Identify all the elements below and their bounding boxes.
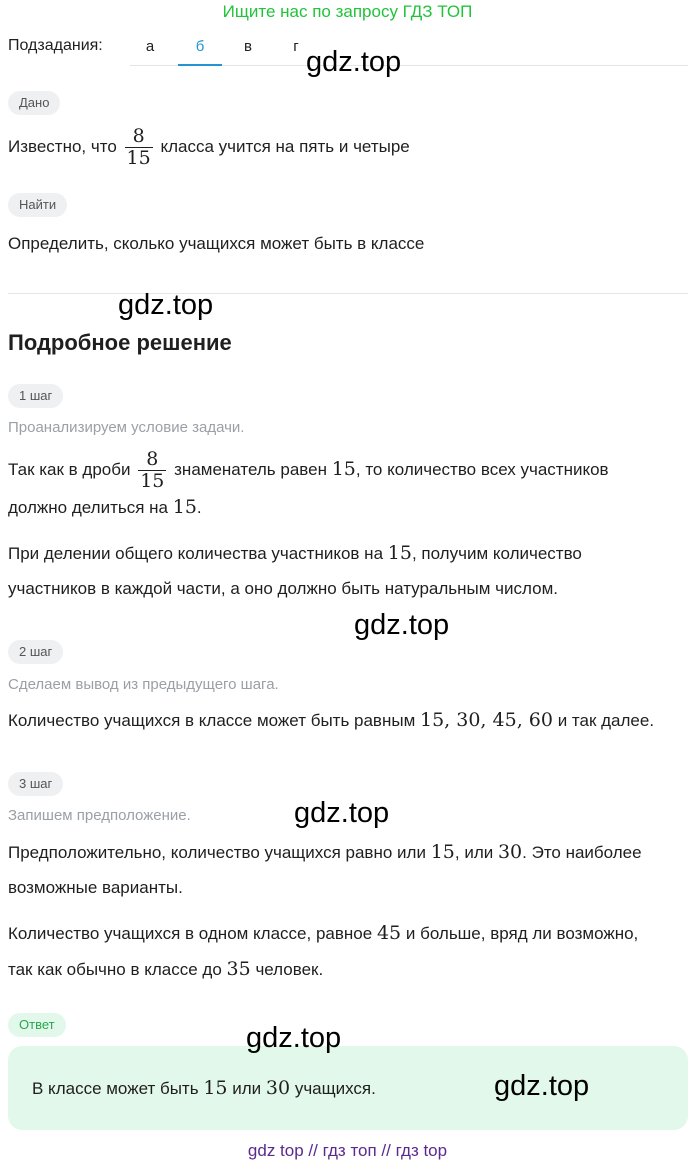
subtasks-label: Подзадания: — [8, 37, 103, 54]
step3-line2: возможные варианты. — [8, 878, 183, 897]
watermark: gdz.top — [246, 1022, 342, 1054]
tab-g[interactable]: г — [293, 38, 299, 55]
find-text: Определить, сколько учащихся может быть в классе — [8, 234, 425, 253]
step3-hint: Запишем предположение. — [8, 807, 191, 824]
given-chip: Дано — [8, 91, 60, 115]
step1-hint: Проанализируем условие задачи. — [8, 419, 245, 436]
answer-text: В классе может быть 15 или 30 учащихся. — [32, 1077, 376, 1099]
watermark: gdz.top — [306, 46, 402, 78]
step1-line4: участников в каждой части, а оно должно быть натуральным числом. — [8, 579, 559, 598]
step2-chip: 2 шаг — [8, 640, 63, 664]
step2-text: Количество учащихся в классе может быть равным 15, 30, 45, 60 и так далее. — [8, 709, 655, 731]
step1-line2: должно делиться на 15. — [8, 496, 202, 518]
step2-hint: Сделаем вывод из предыдущего шага. — [8, 676, 279, 693]
section-divider — [8, 293, 688, 294]
tab-a[interactable]: а — [145, 38, 155, 55]
watermark: gdz.top — [294, 797, 390, 829]
find-chip: Найти — [8, 193, 67, 217]
step1-chip: 1 шаг — [8, 384, 63, 408]
step3-line1: Предположительно, количество учащихся равно или 15, или 30. Это наиболее — [8, 841, 642, 863]
tab-v[interactable]: в — [244, 38, 252, 55]
promo-banner: Ищите нас по запросу ГДЗ ТОП — [222, 2, 473, 21]
footer-links[interactable]: gdz top // гдз топ // гдз top — [247, 1141, 448, 1160]
step3-line4: так как обычно в классе до 35 человек. — [8, 958, 324, 980]
answer-chip: Ответ — [8, 1013, 66, 1037]
solution-title: Подробное решение — [8, 330, 232, 355]
watermark: gdz.top — [494, 1070, 590, 1102]
given-fraction: $\frac{8}{15}$ — [126, 125, 151, 170]
step1-fraction: $\frac{8}{15}$ — [140, 448, 165, 493]
step3-line3: Количество учащихся в одном классе, равное 45 и больше, вряд ли возможно, — [8, 922, 639, 944]
watermark: gdz.top — [118, 289, 214, 321]
step3-chip: 3 шаг — [8, 772, 63, 796]
watermark: gdz.top — [354, 609, 450, 641]
tab-b[interactable]: б — [178, 36, 222, 66]
given-text: Известно, что $\frac{8}{15}$ класса учится на пять и четыре — [8, 125, 410, 170]
step1-line3: При делении общего количества участников на 15, получим количество — [8, 542, 582, 564]
step1-line1: Так как в дроби $\frac{8}{15}$ знаменатель равен 15, то количество всех участников — [8, 448, 609, 493]
